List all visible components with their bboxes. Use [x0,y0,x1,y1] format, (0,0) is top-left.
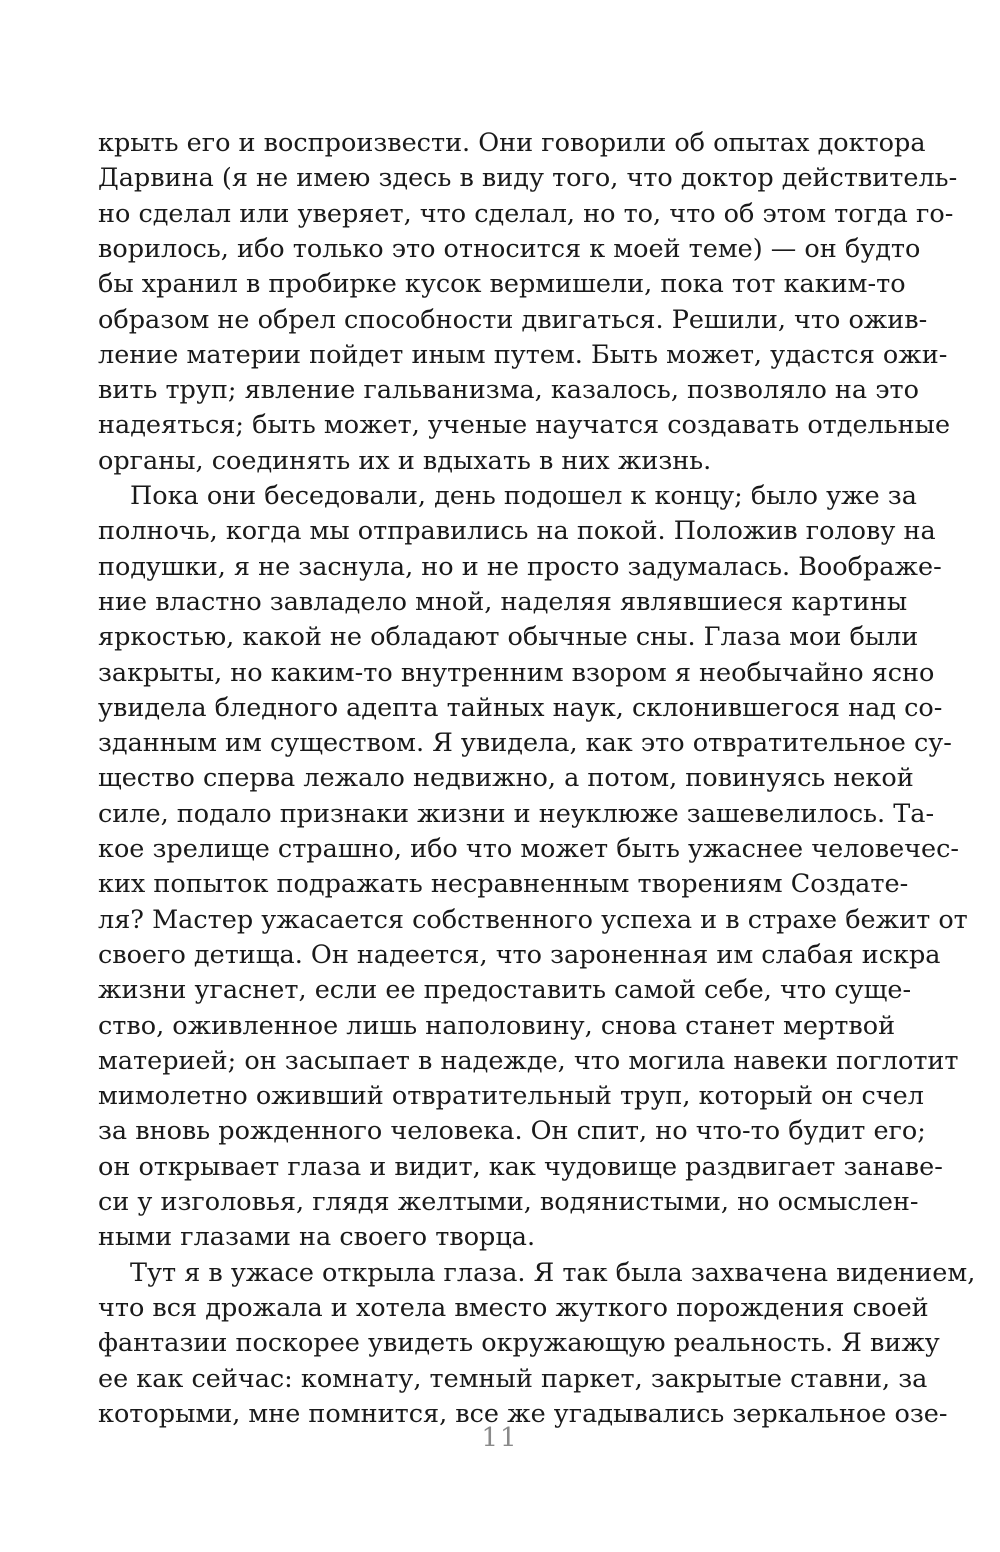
text-line: фантазии поскорее увидеть окружающую реальность. Я вижу [98,1328,940,1359]
text-line: ких попыток подражать несравненным творениям Создате- [98,869,909,900]
text-line: увидела бледного адепта тайных наук, склонившегося над со- [98,692,943,723]
text-line: кое зрелище страшно, ибо что может быть ужаснее человечес- [98,834,960,864]
text-line: что вся дрожала и хотела вместо жуткого порождения своей [98,1292,929,1323]
text-line: силе, подало признаки жизни и неуклюже зашевелилось. Та- [98,798,935,829]
text-line: ее как сейчас: комнату, темный паркет, закрытые ставни, за [98,1363,928,1394]
text-line: яркостью, какой не обладают обычные сны. Глаза мои были [98,622,919,653]
text-line: ворилось, ибо только это относится к моей теме) — он будто [98,233,921,264]
text-line: подушки, я не заснула, но и не просто задумалась. Воображе- [98,551,942,582]
text-line: материей; он засыпает в надежде, что могила навеки поглотит [98,1045,959,1076]
text-line: Тут я в ужасе открыла глаза. Я так была захвачена видением, [130,1257,976,1288]
text-line: надеяться; быть может, ученые научатся создавать отдельные [98,410,951,441]
text-line: мимолетно оживший отвратительный труп, который он счел [98,1081,924,1112]
text-line: органы, соединять их и вдыхать в них жизнь. [98,445,712,476]
text-line: Дарвина (я не имею здесь в виду того, что доктор действитель- [98,163,958,194]
text-line: за вновь рожденного человека. Он спит, но что-то будит его; [98,1116,926,1147]
text-line: зданным им существом. Я увидела, как это отвратительное су- [98,728,952,759]
text-line: ство, оживленное лишь наполовину, снова станет мертвой [98,1010,896,1041]
text-line: ление материи пойдет иным путем. Быть может, удастся ожи- [98,339,948,370]
text-line: своего детища. Он надеется, что зароненная им слабая искра [98,939,941,970]
text-line: он открывает глаза и видит, как чудовище раздвигает занаве- [98,1151,943,1182]
text-line: ля? Мастер ужасается собственного успеха и в страхе бежит от [98,904,968,935]
text-line: которыми, мне помнится, все же угадывались зеркальное озе- [98,1398,948,1429]
text-line: си у изголовья, глядя желтыми, водянистыми, но осмыслен- [98,1187,919,1217]
text-line: ние властно завладело мной, наделяя являвшиеся картины [98,586,908,617]
text-line: Пока они беседовали, день подошел к концу; было уже за [130,481,917,511]
text-line: крыть его и воспроизвести. Они говорили об опытах доктора [98,128,926,158]
text-line: но сделал или уверяет, что сделал, но то, что об этом тогда го- [98,198,954,229]
text-line: щество сперва лежало недвижно, а потом, повинуясь некой [98,763,914,794]
text-line: жизни угаснет, если ее предоставить самой себе, что суще- [98,975,912,1006]
text-line: закрыты, но каким-то внутренним взором я необычайно ясно [98,657,935,688]
text-line: вить труп; явление гальванизма, казалось, позволяло на это [98,375,919,406]
text-line: полночь, когда мы отправились на покой. Положив голову на [98,516,936,547]
text-line: образом не обрел способности двигаться. Решили, что ожив- [98,304,928,335]
text-line: ными глазами на своего творца. [98,1222,536,1253]
page-number: 11 [481,1423,519,1453]
text-line: бы хранил в пробирке кусок вермишели, пока тот каким-то [98,269,906,300]
